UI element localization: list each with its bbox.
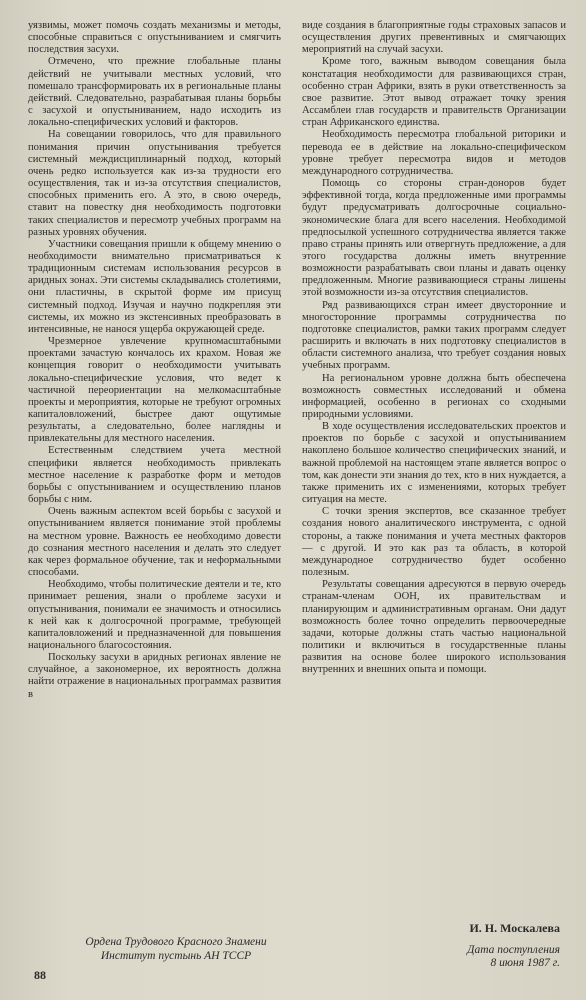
- paragraph-right-2: Кроме того, важным выводом совещания была констатация необходимости для развивающихся стран, особенно стран Африки, взять в руки ответственность за свое развитие. Этот вывод отражает точку зрения Ассамблеи глав государств и правительств Организации стран Африканского единства.: [302, 56, 566, 129]
- paragraph-right-6: На региональном уровне должна быть обеспечена возможность совместных исследований и обмена информацией, особенно в регионах со сходными природными условиями.: [302, 372, 566, 420]
- paragraph-left-3: На совещании говорилось, что для правильного понимания причин опустынивания требуется системный междисциплинарный подход, который очень редко используется как из-за трудности его осуществления, так и из-за отсутствия специалистов, способных применить его. А это, в свою очередь, ставит на повестку дня необходимость подготовки таких специалистов и пересмотр учебных программ на разных уровнях обучения.: [28, 129, 281, 238]
- paragraph-left-8: Необходимо, чтобы политические деятели и те, кто принимает решения, знали о проблеме засухи и опустынивания, понимали ее значимость и относились к ней как к долгосрочной программе, требующей капиталовложений и предназначенной для повышения национального благосостояния.: [28, 579, 281, 651]
- paragraph-left-6: Естественным следствием учета местной специфики является необходимость привлекать местное население к разработке форм и методов борьбы с опустыниванием и осуществлению планов борьбы с ним.: [28, 445, 281, 506]
- paragraph-right-1: виде создания в благоприятные годы страховых запасов и осуществления других превентивных и смягчающих мероприятий на случай засухи.: [302, 20, 566, 56]
- paragraph-left-4: Участники совещания пришли к общему мнению о необходимости внимательно присматриваться к традиционным системам использования ресурсов в аридных зонах. Эти системы складывались столетиями, они пластичны, в скрытой форме им присущ системный подход. Изучая и научно подкрепляя эти системы, их можно из экстенсивных преобразовать в интенсивные, не нанося ущерба окружающей среде.: [28, 238, 281, 335]
- author-name: И. Н. Москалева: [469, 921, 560, 935]
- paragraph-right-4: Помощь со стороны стран-доноров будет эффективной тогда, когда предложенные ими программы будут предусматривать долгосрочные социально-экономические блага для всего населения. Необходимой предпосылкой успешного сотрудничества является также право страны принять или отвергнуть предложение, а для этого государства должны иметь внутренние возможности разрабатывать свои планы и давать оценку предложенным. Многие развивающиеся страны лишены этой возможности из-за отсутствия специалистов.: [302, 178, 566, 299]
- paragraph-left-5: Чрезмерное увлечение крупномасштабными проектами зачастую кончалось их крахом. Новая же концепция говорит о необходимости учитывать локально-специфические условия, что ведет к частичной переориентации на мелкомасштабные проекты и мероприятия, которые не требуют огромных капиталовложений, быстрее дают ощутимые результаты, а следовательно, более наглядны и привлекательны для местного населения.: [28, 336, 281, 445]
- right-text-column: [302, 20, 566, 676]
- received-date: 8 июня 1987 г.: [490, 957, 560, 969]
- institution-line-2: Институт пустынь АН ТССР: [100, 949, 252, 962]
- institution-affiliation: [56, 936, 296, 963]
- author-block: [380, 922, 560, 971]
- paragraph-right-7: В ходе осуществления исследовательских проектов и проектов по борьбе с засухой и опустыниванием накоплено большое количество специфических знаний, и важной проблемой на настоящем этапе является вопрос о том, как донести эти знания до тех, кто в них нуждается, а также применить их с изменениями, которых требует ситуация на месте.: [302, 421, 566, 506]
- institution-line-1: Ордена Трудового Красного Знамени: [85, 936, 267, 948]
- received-label: Дата поступления: [467, 943, 560, 956]
- page-number: 88: [34, 968, 46, 982]
- paragraph-right-8: С точки зрения экспертов, все сказанное требует создания нового аналитического инструмента, с одной стороны, а также понимания и учета местных факторов — с другой. И это как раз та область, в которой международное сотрудничество будет особенно полезным.: [302, 506, 566, 579]
- paragraph-left-2: Отмечено, что прежние глобальные планы действий не учитывали местных условий, что помешало трансформировать их в региональные планы действий. Следовательно, разрабатывая планы борьбы с засухой и опустыниванием, надо исходить из локально-специфических условий и факторов.: [28, 56, 281, 129]
- paragraph-right-5: Ряд развивающихся стран имеет двусторонние и многосторонние программы сотрудничества по подготовке специалистов, рамки таких программ следует расширить и включать в них подготовку специалистов в области системного анализа, что требует создания новых учебных программ.: [302, 299, 566, 372]
- paragraph-left-1: уязвимы, может помочь создать механизмы и методы, способные справиться с опустыниванием и смягчить последствия засухи.: [28, 20, 281, 56]
- paragraph-right-9: Результаты совещания адресуются в первую очередь странам-членам ООН, их правительствам и планирующим и административным органам. Они дадут возможность более точно определить первоочередные задачи, которые должны стать частью национальной политики и включиться в государственные планы развития на основе более широкого использования внутренних и внешних опыта и помощи.: [302, 579, 566, 676]
- paragraph-left-9: Поскольку засухи в аридных регионах явление не случайное, а закономерное, их вероятность должна найти отражение в национальных программах развития в: [28, 652, 281, 700]
- paragraph-right-3: Необходимость пересмотра глобальной риторики и перевода ее в действие на локально-специфическом уровне требует пересмотра видов и методов международного сотрудничества.: [302, 129, 566, 177]
- paragraph-left-7: Очень важным аспектом всей борьбы с засухой и опустыниванием является понимание этой проблемы на местном уровне. Важность ее необходимо довести до сознания местного населения и делать это следует как через формальное обучение, так и неформальными способами.: [28, 506, 281, 579]
- left-text-column: [28, 20, 281, 701]
